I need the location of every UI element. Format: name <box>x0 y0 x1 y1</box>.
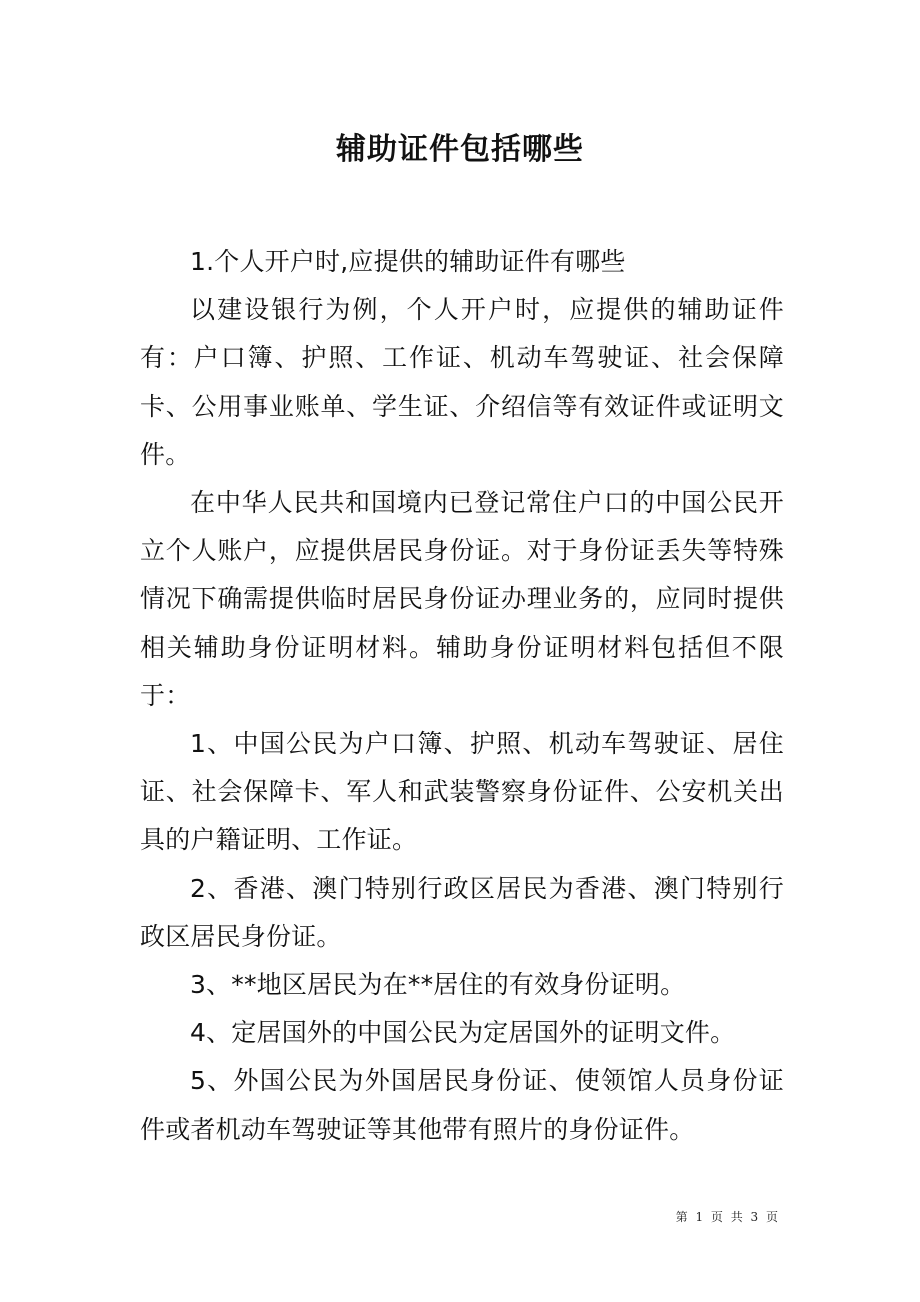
paragraph-resident-id-requirement: 在中华人民共和国境内已登记常住户口的中国公民开立个人账户，应提供居民身份证。对于身份证丢失等特殊情况下确需提供临时居民身份证办理业务的，应同时提供相关辅助身份证明材料。辅助身份证明材料包括但不限于： <box>140 488 784 710</box>
list-item-overseas-chinese: 4、定居国外的中国公民为定居国外的证明文件。 <box>190 1018 736 1048</box>
page-number-footer: 第 1 页 共 3 页 <box>675 1210 780 1224</box>
list-item-region-residents: 3、**地区居民为在**居住的有效身份证明。 <box>190 970 686 1000</box>
list-item-hk-macau-residents: 2、香港、澳门特别行政区居民为香港、澳门特别行政区居民身份证。 <box>140 873 784 951</box>
document-title: 辅助证件包括哪些 <box>336 132 584 167</box>
document-body <box>140 238 784 1154</box>
list-item-chinese-citizens: 1、中国公民为户口簿、护照、机动车驾驶证、居住证、社会保障卡、军人和武装警察身份证件、公安机关出具的户籍证明、工作证。 <box>140 729 784 855</box>
paragraph-ccb-example: 以建设银行为例，个人开户时，应提供的辅助证件有：户口簿、护照、工作证、机动车驾驶证、社会保障卡、公用事业账单、学生证、介绍信等有效证件或证明文件。 <box>140 295 784 469</box>
paragraph-question-heading: 1.个人开户时,应提供的辅助证件有哪些 <box>190 247 626 276</box>
list-item-foreign-citizens: 5、外国公民为外国居民身份证、使领馆人员身份证件或者机动车驾驶证等其他带有照片的身份证件。 <box>140 1066 784 1144</box>
